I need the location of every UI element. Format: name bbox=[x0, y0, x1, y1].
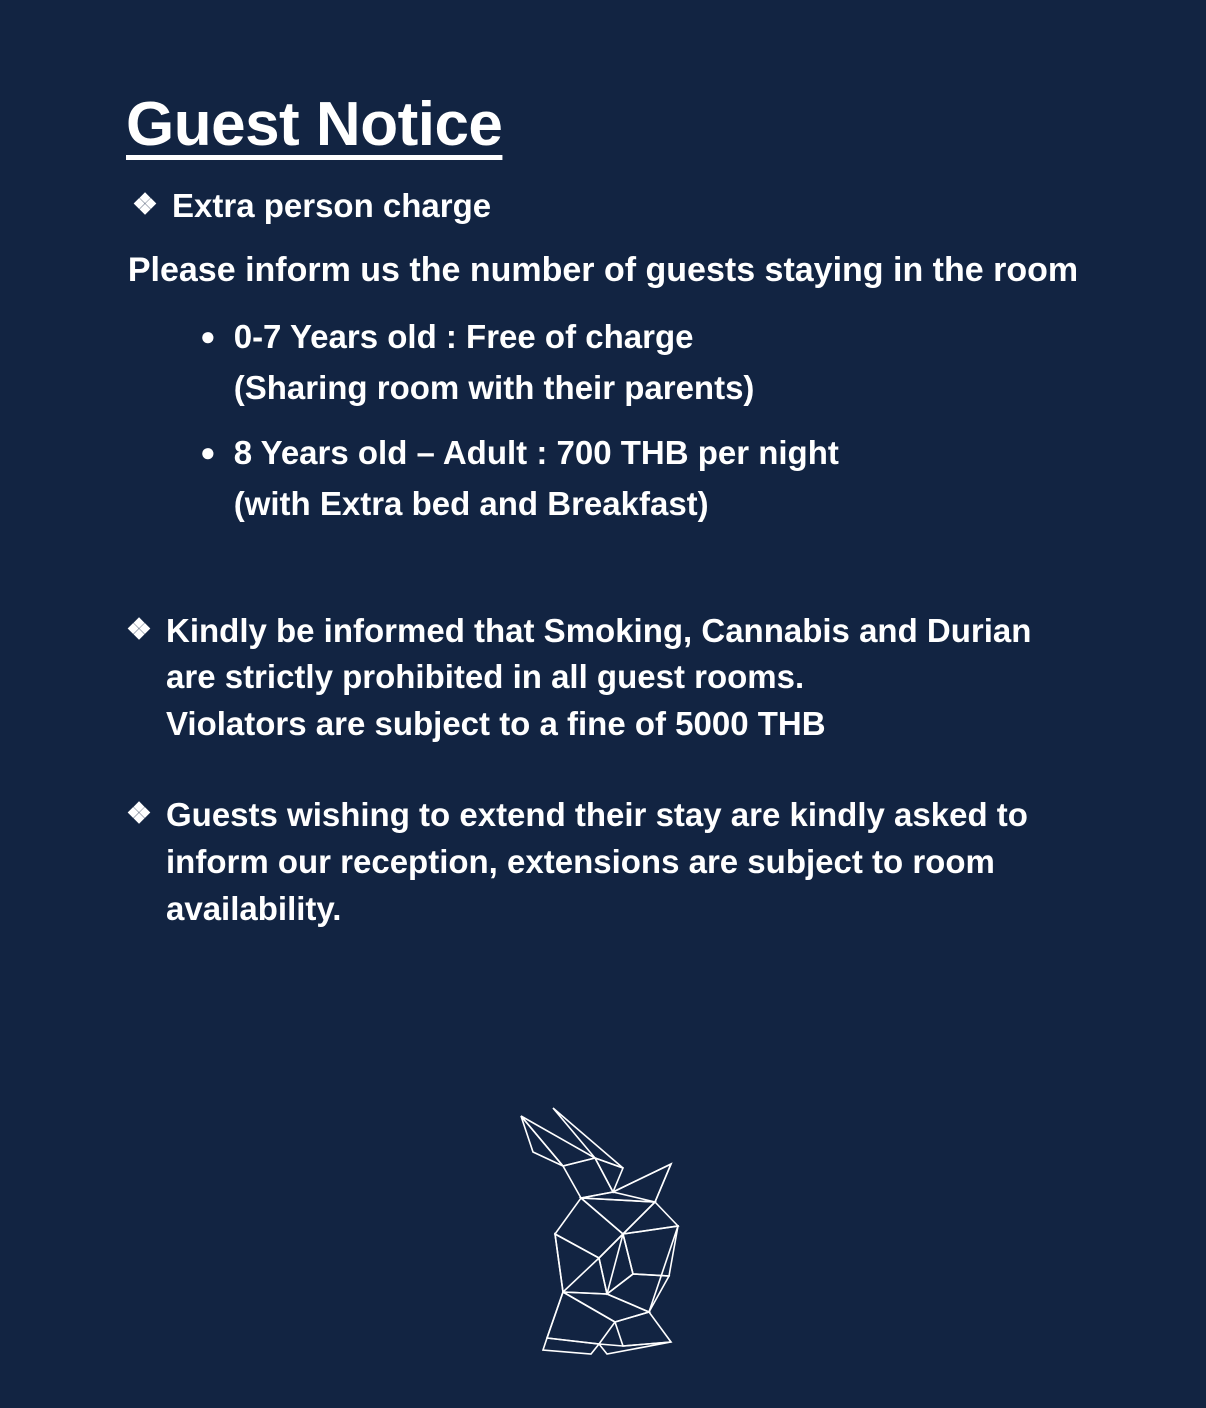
prohibited-items-text bbox=[166, 608, 1031, 749]
section-extra-person-charge bbox=[60, 183, 1146, 527]
charge-item-text bbox=[234, 314, 755, 412]
prohibited-line-1: Kindly be informed that Smoking, Cannabis and Durian bbox=[166, 611, 1032, 649]
charge-item-sub: (with Extra bed and Breakfast) bbox=[233, 484, 709, 522]
charge-list bbox=[200, 314, 1146, 527]
extra-person-charge-heading bbox=[132, 183, 1146, 230]
extension-line-1: Guests wishing to extend their stay are kindly asked to bbox=[166, 796, 1028, 834]
prohibited-line-3: Violators are subject to a fine of 5000 THB bbox=[166, 705, 826, 743]
section-stay-extension bbox=[126, 792, 1136, 933]
prohibited-line-2: are strictly prohibited in all guest rooms. bbox=[166, 658, 805, 696]
charge-item-main: 0-7 Years old : Free of charge bbox=[233, 318, 694, 356]
dot-bullet-icon: ● bbox=[200, 436, 216, 467]
diamond-bullet-icon: ❖ bbox=[126, 613, 152, 646]
inform-guests-line: Please inform us the number of guests staying in the room bbox=[127, 250, 1079, 289]
diamond-bullet-icon: ❖ bbox=[132, 189, 158, 222]
list-item bbox=[200, 314, 1146, 412]
spacer bbox=[60, 528, 1146, 564]
dot-bullet-icon: ● bbox=[200, 321, 216, 352]
extension-line-2: inform our reception, extensions are subject to room bbox=[166, 843, 995, 881]
extra-person-charge-label: Extra person charge bbox=[172, 187, 492, 225]
charge-item-main: 8 Years old – Adult : 700 THB per night bbox=[233, 433, 839, 471]
stay-extension-text bbox=[166, 792, 1028, 933]
extension-line-3: availability. bbox=[166, 889, 342, 927]
charge-item-sub: (Sharing room with their parents) bbox=[233, 369, 755, 406]
diamond-bullet-icon: ❖ bbox=[126, 798, 152, 831]
list-item bbox=[200, 430, 1146, 528]
charge-item-text bbox=[234, 430, 839, 528]
origami-rabbit-logo bbox=[0, 1106, 1206, 1356]
section-prohibited-items bbox=[126, 608, 1136, 749]
page-title: Guest Notice bbox=[126, 90, 503, 159]
